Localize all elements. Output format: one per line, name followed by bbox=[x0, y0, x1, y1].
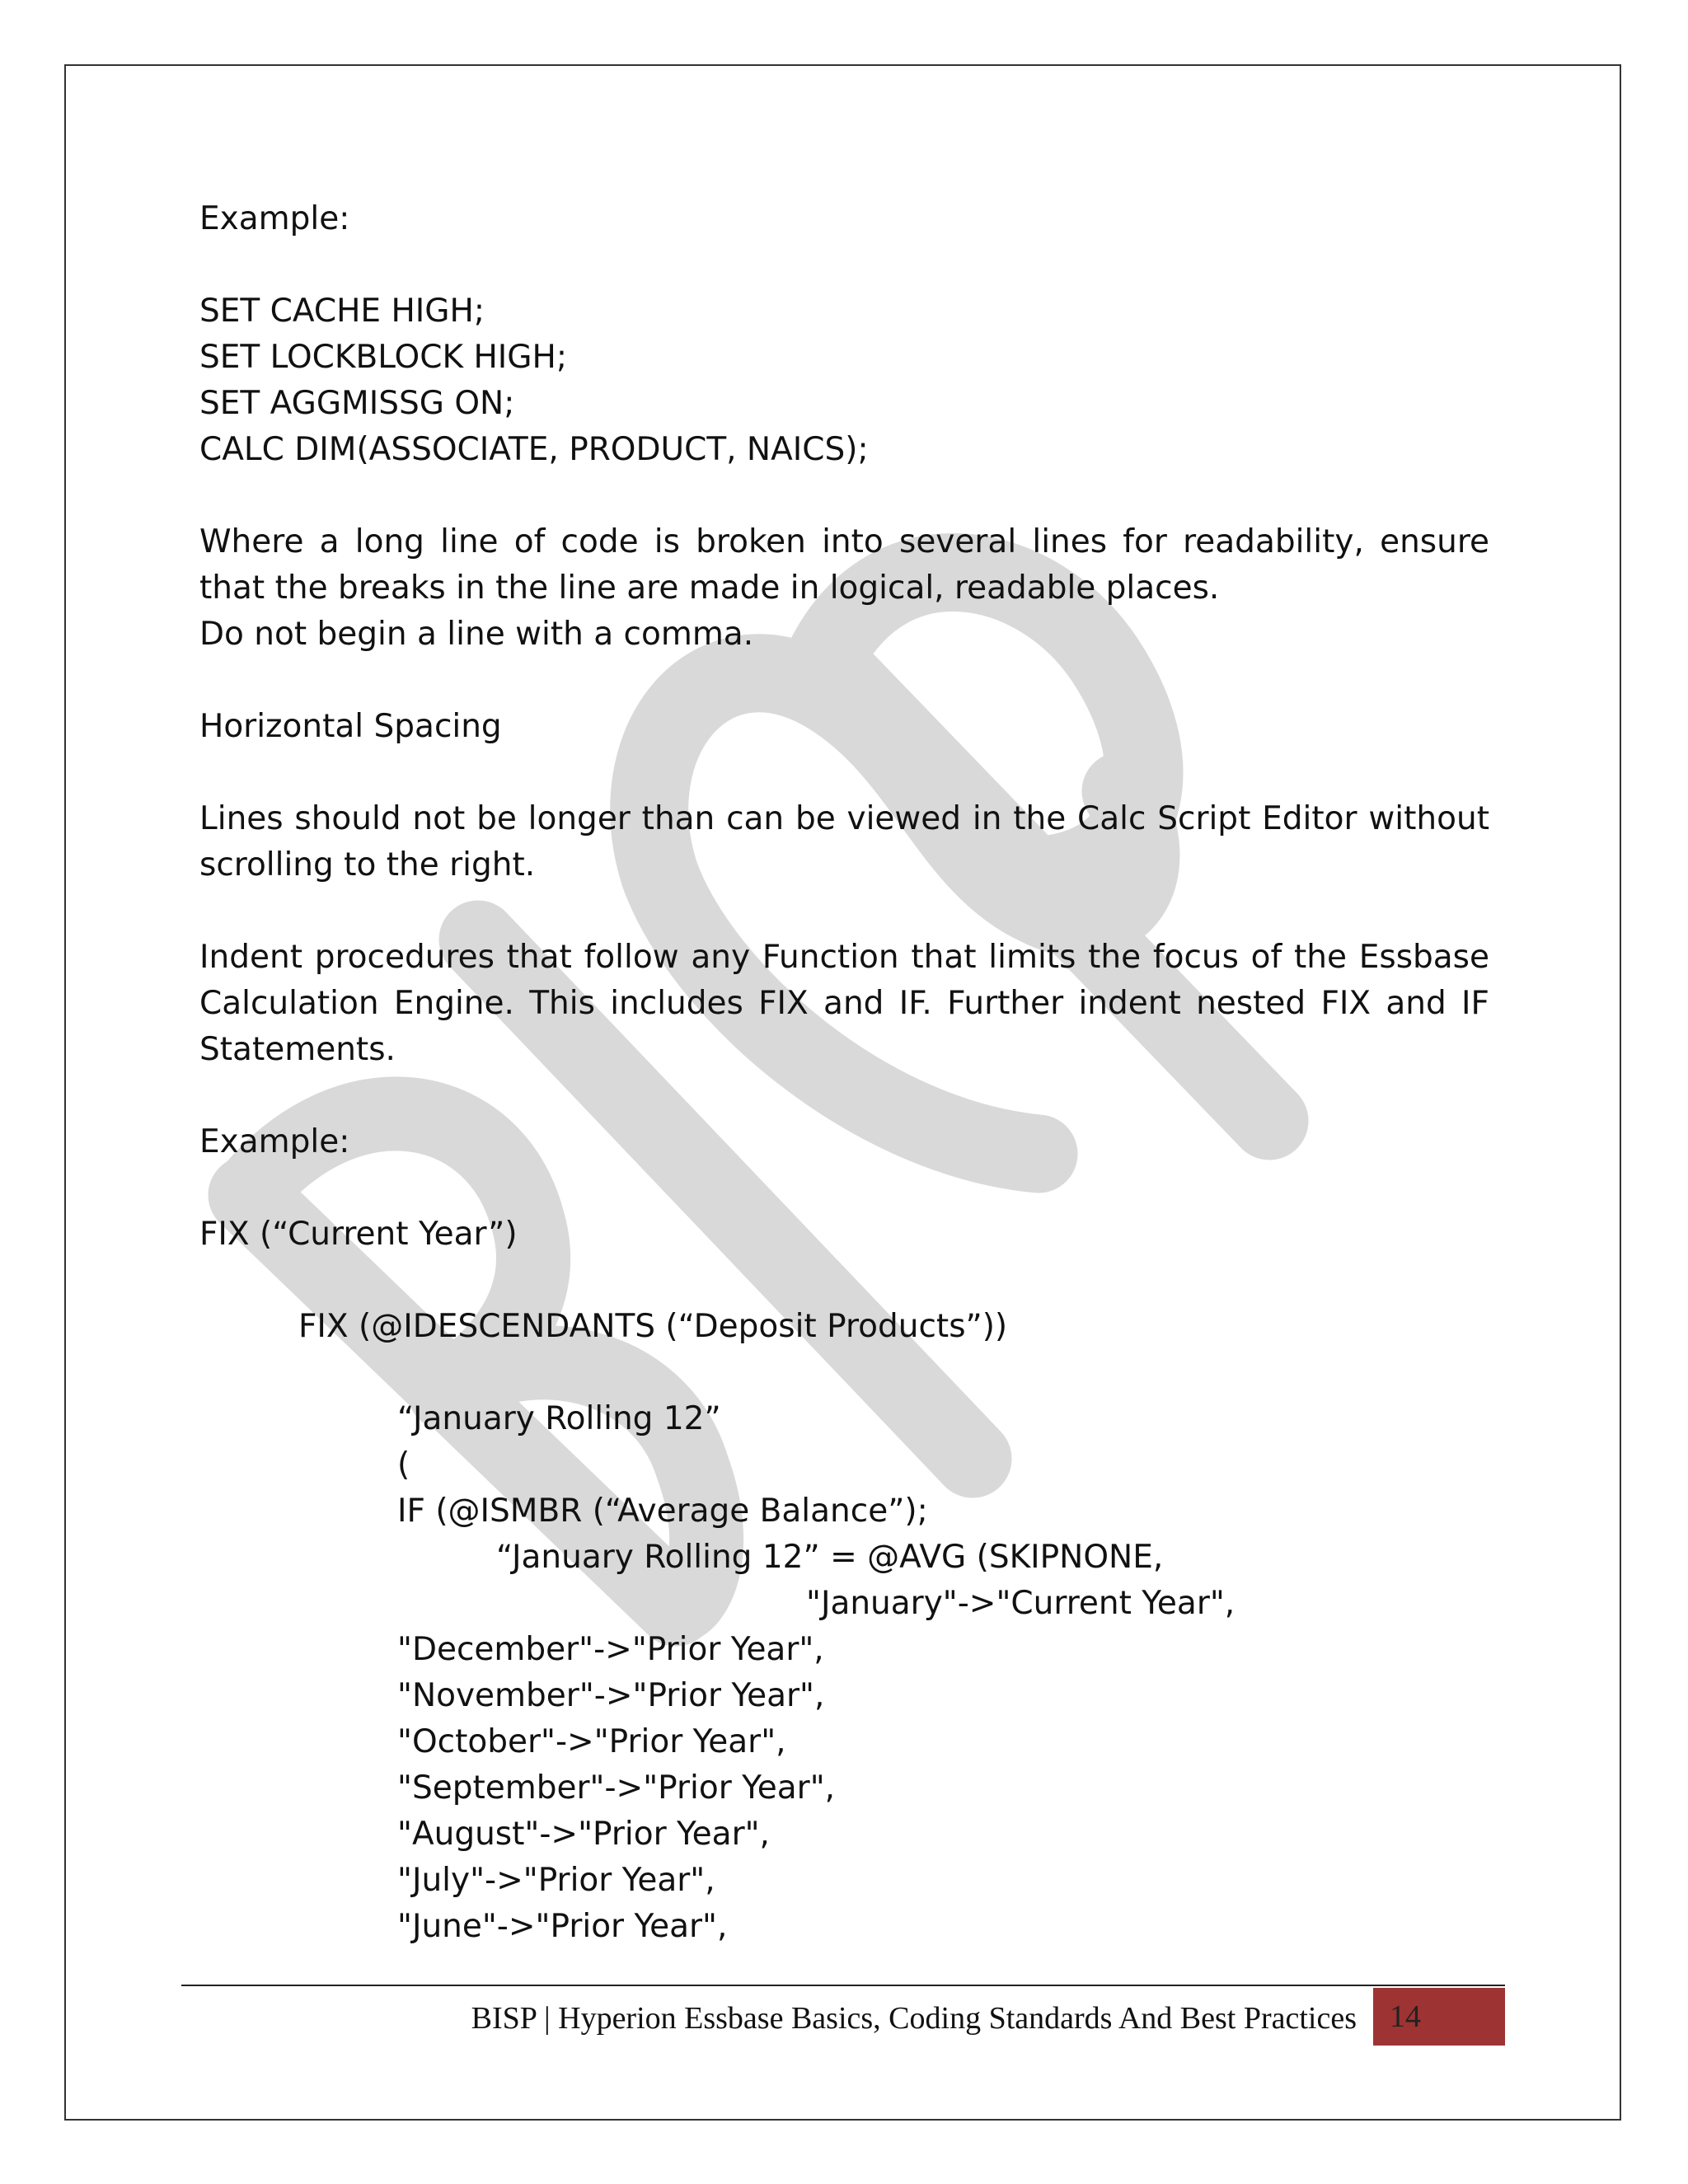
code-line: FIX (@IDESCENDANTS (“Deposit Products”)) bbox=[298, 1308, 1008, 1345]
code-line: IF (@ISMBR (“Average Balance”); bbox=[397, 1493, 928, 1530]
code-line: "July"->"Prior Year", bbox=[397, 1862, 715, 1899]
section-heading: Horizontal Spacing bbox=[199, 708, 502, 745]
code-line: “January Rolling 12” bbox=[397, 1400, 721, 1437]
code-line: “January Rolling 12” = @AVG (SKIPNONE, bbox=[496, 1539, 1164, 1576]
code-line: "August"->"Prior Year", bbox=[397, 1816, 770, 1853]
page-content bbox=[199, 196, 1489, 1950]
paragraph-no-comma: Do not begin a line with a comma. bbox=[199, 616, 754, 653]
code-line: SET LOCKBLOCK HIGH; bbox=[199, 339, 567, 376]
code-line: "June"->"Prior Year", bbox=[397, 1908, 728, 1945]
paragraph-indent: Indent procedures that follow any Function that limits the focus of the Essbase Calculation Engine. This includes FIX and IF. Further indent nested FIX and IF Statements. bbox=[199, 939, 1489, 1068]
code-line: "October"->"Prior Year", bbox=[397, 1723, 786, 1760]
code-line: "January"->"Current Year", bbox=[806, 1585, 1236, 1622]
code-line: SET AGGMISSG ON; bbox=[199, 385, 515, 422]
example-label: Example: bbox=[199, 1123, 350, 1160]
page-number: 14 bbox=[1373, 1988, 1505, 2046]
code-line: "September"->"Prior Year", bbox=[397, 1769, 836, 1807]
code-line: "December"->"Prior Year", bbox=[397, 1631, 824, 1668]
example-label: Example: bbox=[199, 200, 350, 237]
code-line: ( bbox=[397, 1446, 410, 1483]
code-line: SET CACHE HIGH; bbox=[199, 293, 485, 330]
footer-divider bbox=[181, 1985, 1505, 1986]
footer-title: BISP | Hyperion Essbase Basics, Coding Standards And Best Practices bbox=[471, 2001, 1357, 2036]
code-line: "November"->"Prior Year", bbox=[397, 1677, 825, 1714]
paragraph-line-length: Lines should not be longer than can be viewed in the Calc Script Editor without scrolling to the right. bbox=[199, 800, 1489, 883]
code-line: CALC DIM(ASSOCIATE, PRODUCT, NAICS); bbox=[199, 431, 869, 468]
code-line: FIX (“Current Year”) bbox=[199, 1216, 518, 1253]
paragraph-line-breaks: Where a long line of code is broken into several lines for readability, ensure that the breaks in the line are made in logical, readable places. bbox=[199, 523, 1489, 607]
